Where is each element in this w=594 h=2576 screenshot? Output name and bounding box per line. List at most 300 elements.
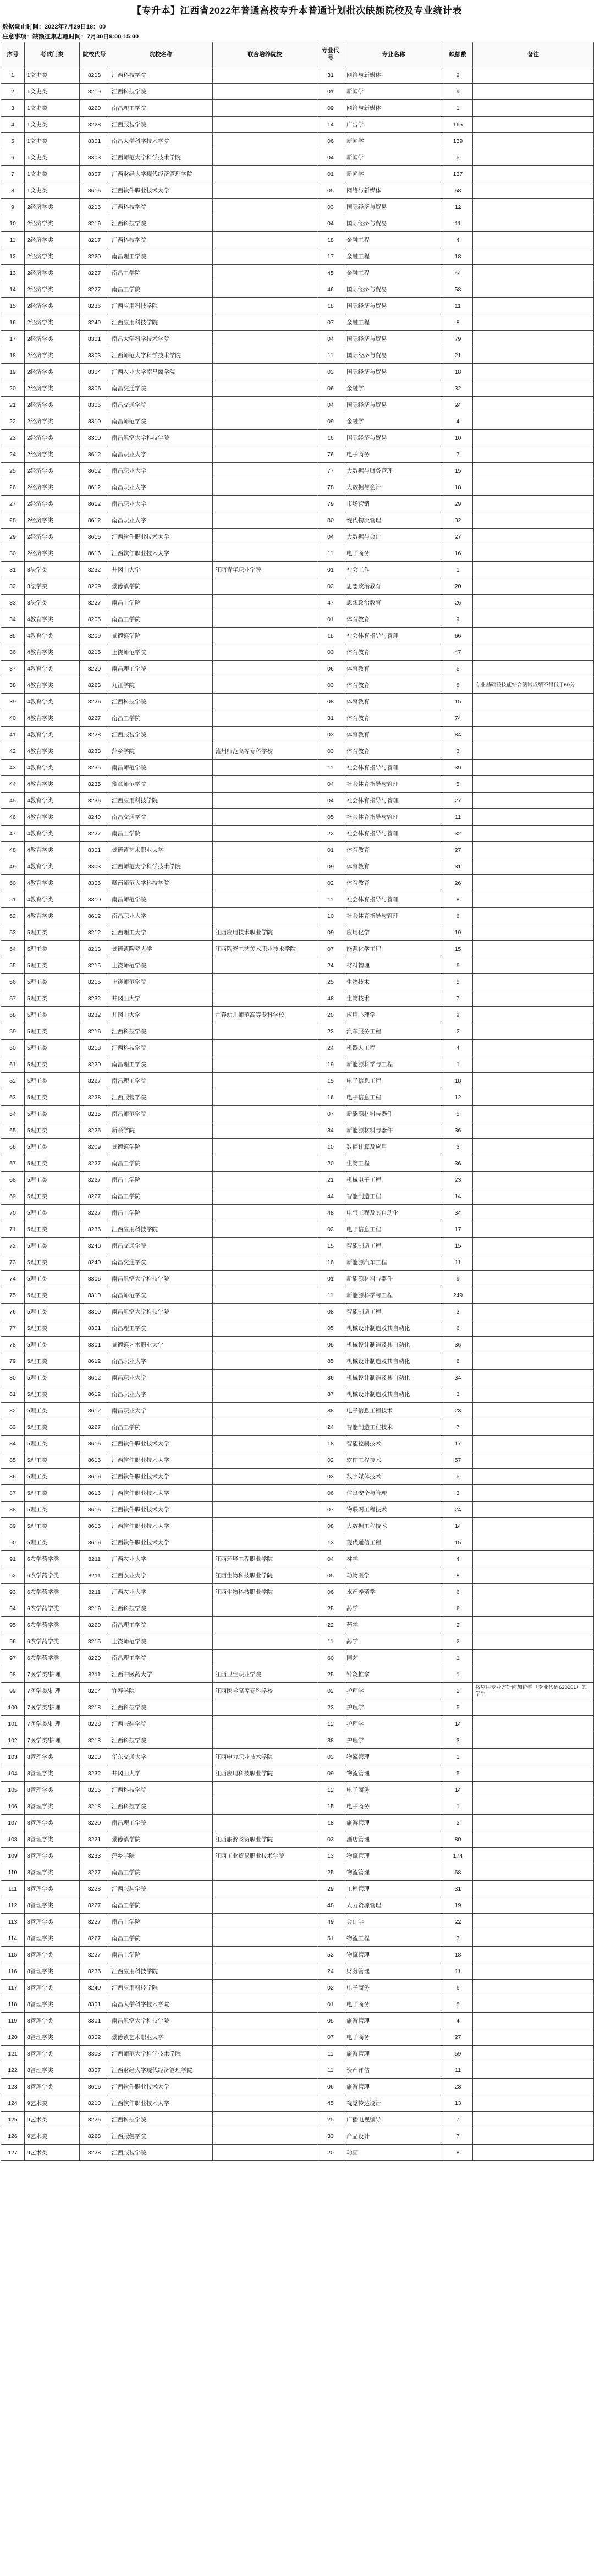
table-cell [473,1436,594,1452]
table-cell: 江西软件职业技术大学 [109,545,213,562]
table-cell: 社会体育指导与管理 [344,793,443,809]
vacancy-table [1,42,594,2161]
table-cell: 7医学类/护理 [25,1699,80,1716]
table-row [1,826,594,842]
table-cell [473,793,594,809]
table-cell: 电子商务 [344,1996,443,2013]
table-row [1,2145,594,2161]
table-cell: 10 [317,1139,344,1155]
table-cell: 江西师范大学科学技术学院 [109,149,213,166]
table-cell: 动画 [344,2145,443,2161]
table-cell [213,990,317,1007]
table-cell: 江西农业大学南昌商学院 [109,364,213,380]
table-cell: 4教育学类 [25,661,80,677]
table-cell: 64 [1,1106,25,1122]
table-cell: 应用化学 [344,924,443,941]
table-row [1,281,594,298]
table-cell: 8616 [80,1485,109,1502]
table-cell [473,2145,594,2161]
table-cell: 4教育学类 [25,793,80,809]
table-cell: 14 [443,1782,473,1798]
table-cell: 39 [443,760,473,776]
table-cell: 24 [317,957,344,974]
table-cell [473,1139,594,1155]
table-cell: 江西中医药大学 [109,1666,213,1683]
table-cell: 8612 [80,496,109,512]
table-cell: 27 [443,2029,473,2046]
table-cell: 13 [317,1848,344,1864]
table-cell: 8227 [80,281,109,298]
table-cell: 江西服装学院 [109,1716,213,1732]
table-cell: 8226 [80,2112,109,2128]
table-cell: 护理学 [344,1716,443,1732]
table-cell: 96 [1,1633,25,1650]
table-cell: 江西青年职业学院 [213,562,317,578]
table-cell: 物流管理 [344,1848,443,1864]
table-cell: 4教育学类 [25,760,80,776]
table-row [1,1073,594,1089]
table-cell: 1 [1,67,25,84]
table-cell: 南昌工学院 [109,1155,213,1172]
table-cell [473,1848,594,1864]
table-cell: 6 [443,1353,473,1370]
table-cell: 32 [443,380,473,397]
table-cell [473,364,594,380]
table-cell: 11 [317,2046,344,2062]
table-cell: 南昌师范学院 [109,1287,213,1304]
table-cell: 南昌工学院 [109,1188,213,1205]
table-cell [473,1815,594,1831]
table-cell: 32 [1,578,25,595]
table-cell: 31 [443,858,473,875]
table-cell: 5理工类 [25,1155,80,1172]
table-cell [473,1485,594,1502]
table-cell: 2经济学类 [25,199,80,215]
table-cell: 8216 [80,215,109,232]
table-row [1,331,594,347]
table-cell: 南昌师范学院 [109,891,213,908]
table-cell: 15 [443,694,473,710]
table-cell: 8管理学类 [25,2013,80,2029]
table-cell [473,1023,594,1040]
table-cell [213,760,317,776]
table-cell: 9 [443,1271,473,1287]
table-cell: 12 [443,199,473,215]
table-cell: 31 [443,1881,473,1897]
table-cell: 16 [317,1254,344,1271]
table-cell: 江西环境工程职业学院 [213,1551,317,1567]
table-cell: 8232 [80,562,109,578]
table-cell [213,1304,317,1320]
table-cell: 8216 [80,199,109,215]
table-cell: 100 [1,1699,25,1716]
table-cell: 5理工类 [25,1403,80,1419]
table-cell [213,182,317,199]
table-cell: 南昌工学院 [109,1205,213,1221]
table-cell [473,380,594,397]
table-row [1,1617,594,1633]
table-row [1,1238,594,1254]
table-cell [473,1155,594,1172]
table-cell: 江西电力职业技术学院 [213,1749,317,1765]
table-cell: 江西科技学院 [109,1782,213,1798]
table-cell: 江西应用科技学院 [109,793,213,809]
table-cell: 88 [1,1502,25,1518]
table-row [1,117,594,133]
table-cell: 8管理学类 [25,1798,80,1815]
table-cell: 8616 [80,1469,109,1485]
table-cell: 南昌工学院 [109,281,213,298]
table-cell: 8管理学类 [25,1749,80,1765]
table-cell: 南昌师范学院 [109,760,213,776]
table-cell [473,446,594,463]
table-cell [473,529,594,545]
table-row [1,1452,594,1469]
table-cell: 5理工类 [25,1139,80,1155]
table-cell: 5理工类 [25,924,80,941]
table-cell: 社会体育指导与管理 [344,809,443,826]
table-cell: 7 [443,2112,473,2128]
table-cell [213,1716,317,1732]
table-cell: 2经济学类 [25,430,80,446]
table-cell: 南昌工学院 [109,1947,213,1963]
table-row [1,924,594,941]
table-cell: 江西软件职业技术大学 [109,1534,213,1551]
table-cell: 109 [1,1848,25,1864]
table-cell: 大数据与会计 [344,529,443,545]
table-cell: 23 [317,1699,344,1716]
table-cell: 116 [1,1963,25,1980]
table-cell: 酒店管理 [344,1831,443,1848]
table-cell [213,1996,317,2013]
table-cell [473,1617,594,1633]
table-cell: 2 [443,1815,473,1831]
table-cell: 8220 [80,248,109,265]
table-cell: 3 [443,743,473,760]
table-row [1,1386,594,1403]
table-cell: 38 [1,677,25,694]
table-cell: 8管理学类 [25,1831,80,1848]
table-cell: 32 [443,512,473,529]
table-cell [213,1436,317,1452]
table-cell [473,1221,594,1238]
table-cell: 机械设计制造及其自动化 [344,1370,443,1386]
table-cell [213,793,317,809]
table-cell: 22 [317,1617,344,1633]
table-cell: 11 [443,1254,473,1271]
table-cell: 8612 [80,463,109,479]
table-cell: 7医学类/护理 [25,1666,80,1683]
table-cell: 旅游管理 [344,1815,443,1831]
table-cell [473,1403,594,1419]
table-cell: 生物工程 [344,1155,443,1172]
table-row [1,644,594,661]
table-cell: 财务管理 [344,1963,443,1980]
table-row [1,1139,594,1155]
table-row [1,1122,594,1139]
table-cell: 现代物流管理 [344,512,443,529]
table-cell: 南昌职业大学 [109,512,213,529]
table-row [1,891,594,908]
table-cell: 国际经济与贸易 [344,347,443,364]
table-cell: 1 [443,100,473,117]
table-cell: 8232 [80,1765,109,1782]
table-cell: 24 [1,446,25,463]
table-row [1,1930,594,1947]
table-cell: 8227 [80,1205,109,1221]
table-cell: 120 [1,2029,25,2046]
table-cell: 南昌工学院 [109,1172,213,1188]
table-cell: 8306 [80,397,109,413]
table-cell: 南昌工学院 [109,710,213,727]
table-cell: 6 [443,1980,473,1996]
table-row [1,100,594,117]
table-cell: 25 [317,1864,344,1881]
table-cell [213,1023,317,1040]
column-header: 备注 [473,42,594,67]
table-cell: 4教育学类 [25,908,80,924]
table-cell: 2经济学类 [25,364,80,380]
table-row [1,1089,594,1106]
table-cell: 南昌职业大学 [109,1386,213,1403]
table-cell: 8 [443,677,473,694]
table-cell: 井冈山大学 [109,1007,213,1023]
table-cell: 87 [1,1485,25,1502]
table-cell: 5理工类 [25,1469,80,1485]
table-header [1,42,594,67]
table-cell: 南昌工学院 [109,595,213,611]
table-cell: 1 [443,1798,473,1815]
table-cell [473,1271,594,1287]
table-cell: 12 [317,1716,344,1732]
table-cell: 4 [443,1040,473,1056]
table-cell [473,1600,594,1617]
table-cell: 8218 [80,1732,109,1749]
table-cell [473,891,594,908]
table-cell: 48 [1,842,25,858]
table-cell: 电子商务 [344,545,443,562]
table-cell: 宜春学院 [109,1683,213,1699]
table-cell: 45 [317,265,344,281]
table-cell: 南昌工学院 [109,1419,213,1436]
table-cell: 8240 [80,1238,109,1254]
table-cell: 22 [443,1914,473,1930]
table-cell: 新能源材料与器件 [344,1271,443,1287]
table-cell: 3 [443,1485,473,1502]
table-cell [213,1238,317,1254]
table-cell: 8管理学类 [25,1765,80,1782]
table-cell: 上饶师范学院 [109,644,213,661]
table-cell [473,990,594,1007]
table-row [1,512,594,529]
table-cell: 江西科技学院 [109,199,213,215]
table-cell: 22 [317,826,344,842]
table-cell [213,644,317,661]
table-cell [473,1007,594,1023]
table-cell [213,908,317,924]
table-cell: 8211 [80,1567,109,1584]
table-cell: 江西科技学院 [109,2112,213,2128]
table-cell: 11 [443,809,473,826]
table-row [1,1765,594,1782]
table-cell: 华东交通大学 [109,1749,213,1765]
table-cell [473,1353,594,1370]
table-row [1,2079,594,2095]
table-cell: 8227 [80,1155,109,1172]
table-cell: 新能源汽车工程 [344,1254,443,1271]
table-cell: 8219 [80,84,109,100]
table-row [1,2112,594,2128]
table-cell: 6 [443,957,473,974]
table-cell: 机器人工程 [344,1040,443,1056]
table-row [1,1864,594,1881]
table-cell: 11 [443,298,473,314]
table-cell: 34 [443,1370,473,1386]
table-cell: 南昌职业大学 [109,446,213,463]
table-cell [213,2079,317,2095]
table-cell: 1文史类 [25,117,80,133]
table-cell: 8227 [80,1419,109,1436]
table-cell: 九江学院 [109,677,213,694]
table-cell: 景德镇学院 [109,628,213,644]
table-row [1,1221,594,1238]
table-cell: 机械设计制造及其自动化 [344,1353,443,1370]
table-cell: 8227 [80,1864,109,1881]
table-cell: 8218 [80,67,109,84]
table-cell: 8210 [80,1749,109,1765]
table-cell: 江西应用科技职业学院 [213,1765,317,1782]
table-cell [473,545,594,562]
table-cell [213,1073,317,1089]
table-cell: 34 [1,611,25,628]
table-cell: 44 [443,265,473,281]
table-cell: 77 [1,1320,25,1337]
table-cell: 48 [317,990,344,1007]
table-cell: 江西软件职业技术大学 [109,1518,213,1534]
table-cell: 8228 [80,1881,109,1897]
table-cell: 01 [317,611,344,628]
table-cell: 南昌职业大学 [109,479,213,496]
table-row [1,529,594,545]
column-header: 序号 [1,42,25,67]
table-cell: 江西服装学院 [109,2145,213,2161]
table-cell: 8307 [80,166,109,182]
table-cell [213,1897,317,1914]
table-cell [473,1567,594,1584]
table-cell [213,2095,317,2112]
table-cell: 20 [1,380,25,397]
table-cell: 8 [443,891,473,908]
table-cell: 8228 [80,2145,109,2161]
table-cell: 5理工类 [25,1188,80,1205]
table-cell: 59 [443,2046,473,2062]
table-cell: 8227 [80,1073,109,1089]
table-cell: 23 [1,430,25,446]
table-row [1,1419,594,1436]
table-cell: 05 [317,1567,344,1584]
table-cell: 8227 [80,595,109,611]
table-cell: 南昌交通学院 [109,1254,213,1271]
table-cell: 08 [317,694,344,710]
table-row [1,760,594,776]
table-cell: 应用心理学 [344,1007,443,1023]
table-cell: 4教育学类 [25,891,80,908]
table-cell: 88 [317,1403,344,1419]
table-cell [473,413,594,430]
table-cell: 护理学 [344,1732,443,1749]
table-cell: 8233 [80,1848,109,1864]
table-row [1,1749,594,1765]
table-cell: 1 [443,562,473,578]
table-cell: 36 [443,1337,473,1353]
table-row [1,858,594,875]
table-cell: 36 [443,1122,473,1139]
table-cell: 江西财经大学现代经济管理学院 [109,2062,213,2079]
table-cell: 8 [1,182,25,199]
table-cell: 07 [317,941,344,957]
table-cell [213,1056,317,1073]
table-cell: 南昌理工学院 [109,1056,213,1073]
table-cell: 8612 [80,1403,109,1419]
table-cell [213,529,317,545]
table-cell: 26 [1,479,25,496]
table-cell: 02 [317,1221,344,1238]
table-cell: 2 [443,1633,473,1650]
table-row [1,694,594,710]
table-cell: 8管理学类 [25,1914,80,1930]
table-cell: 5理工类 [25,990,80,1007]
table-cell: 机械设计制造及其自动化 [344,1386,443,1403]
table-row [1,1502,594,1518]
table-cell: 国际经济与贸易 [344,281,443,298]
table-row [1,430,594,446]
table-cell: 5理工类 [25,1254,80,1271]
table-cell [473,1518,594,1534]
table-cell [213,1353,317,1370]
table-cell: 汽车服务工程 [344,1023,443,1040]
table-cell: 20 [317,1007,344,1023]
table-cell: 井冈山大学 [109,1765,213,1782]
table-cell: 14 [317,117,344,133]
table-cell: 67 [1,1155,25,1172]
table-cell: 11 [443,215,473,232]
column-header: 考试门类 [25,42,80,67]
table-cell [213,232,317,248]
table-cell: 8236 [80,1963,109,1980]
table-cell: 8310 [80,891,109,908]
table-cell [213,1600,317,1617]
table-cell [473,1798,594,1815]
table-cell [473,1106,594,1122]
table-cell: 江西应用科技学院 [109,1980,213,1996]
table-cell [213,578,317,595]
table-cell: 83 [1,1419,25,1436]
table-cell: 体育教育 [344,611,443,628]
table-cell [473,1205,594,1221]
table-cell: 5理工类 [25,1485,80,1502]
table-cell: 61 [1,1056,25,1073]
table-cell: 专业基础及技能综合测试成绩不得低于60分 [473,677,594,694]
table-row [1,562,594,578]
table-cell [473,1732,594,1749]
table-cell [213,1864,317,1881]
table-cell: 8303 [80,149,109,166]
table-cell [213,1699,317,1716]
table-cell: 11 [317,1633,344,1650]
table-cell: 新能源材料与器件 [344,1106,443,1122]
table-cell: 8612 [80,1386,109,1403]
table-cell: 11 [317,760,344,776]
